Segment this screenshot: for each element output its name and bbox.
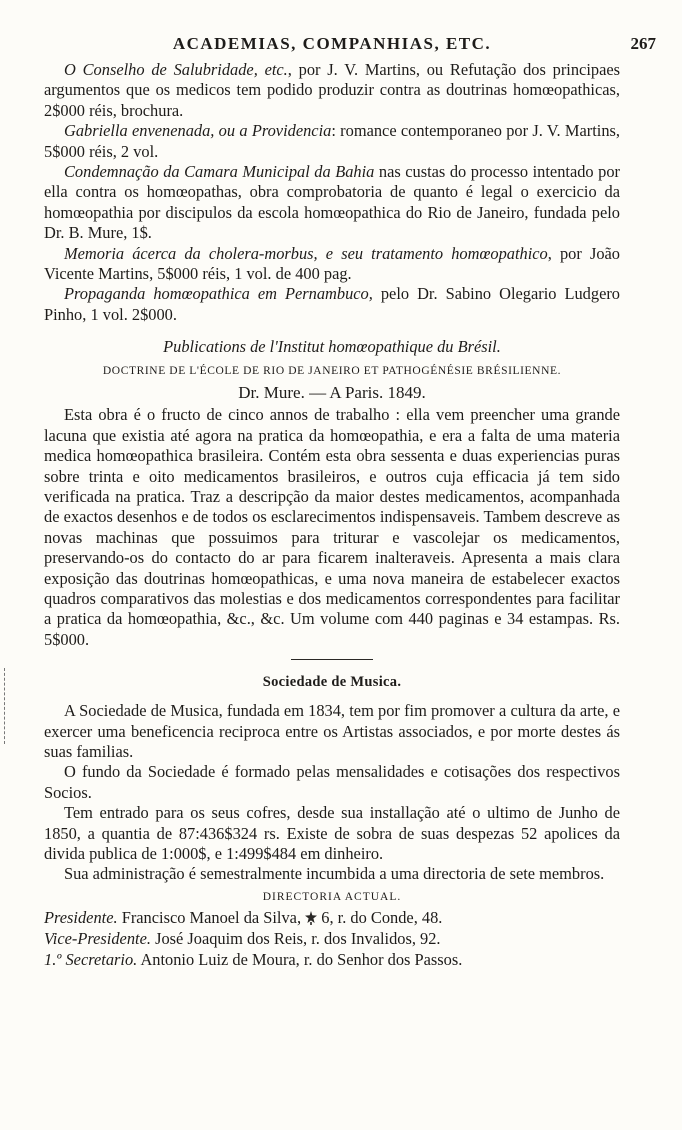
- page-number: 267: [630, 34, 656, 53]
- directory-title: DIRECTORIA ACTUAL.: [262, 890, 402, 903]
- officer-line: [44, 928, 620, 949]
- entry-text: pelo Dr. Sabino Olegario Ludgero Pinho, 1 vol. 2$000.: [44, 284, 620, 324]
- officer-details: Antonio Luiz de Moura, r. do Senhor dos Passos.: [140, 949, 463, 969]
- officer-details: Francisco Manoel da Silva,: [121, 907, 302, 927]
- running-head: [44, 34, 656, 60]
- book-entry: [44, 121, 620, 162]
- officer-line: [44, 949, 620, 970]
- section-divider: [291, 659, 373, 660]
- publications-subheading: DOCTRINE DE L'ÉCOLE DE RIO DE JANEIRO ET PATHOGÉNÉSIE BRÉSILIENNE.: [102, 365, 562, 378]
- officer-line: [44, 907, 620, 928]
- officer-role: 1.º Secretario.: [44, 949, 138, 969]
- officer-role: Presidente.: [44, 907, 118, 927]
- book-entry: [44, 162, 620, 244]
- section-title: Sociedade de Musica.: [262, 674, 402, 691]
- officer-details: José Joaquim dos Reis, r. dos Invalidos, 92.: [155, 928, 441, 948]
- society-paragraph: A Sociedade de Musica, fundada em 1834, tem por fim promover a cultura da arte, e exercer uma beneficencia reciproca entre os Artistas associados, e por morte destes ás suas familias.: [44, 701, 620, 761]
- publications-author-line: Dr. Mure. — A Paris. 1849.: [238, 383, 426, 403]
- entry-title: Propaganda homœopathica em Pernambuco,: [64, 284, 373, 304]
- book-entries: [44, 60, 620, 325]
- officer-details: 6, r. do Conde, 48.: [321, 907, 443, 927]
- entry-title: Gabriella envenenada, ou a Providencia: [64, 121, 332, 141]
- entry-title: Memoria ácerca da cholera-morbus, e seu tratamento homœopathico: [64, 243, 548, 263]
- book-entry: [44, 244, 620, 285]
- publications-description: Esta obra é o fructo de cinco annos de trabalho : ella vem preencher uma grande lacuna que existia até agora na pratica da homœopathia, e era a falta de uma materia medica homœopathica brasileira. Contém esta obra sessenta e duas experiencias puras sobre trinta e oito medicamentos brasileiros, e outros cuja efficacia já tem sido verificada na pratica. Traz a descripção da maior destes medicamentos, acompanhada de exactos desenhos e de todos os esclarecimentos indispensaveis. Tambem descreve as novas machinas que possuimos para triturar e vascolejar os medicamentos, preservando-os do contacto do ar para ficarem inalteraveis. Apresenta a mais clara exposição das doutrinas homœopathicas, e uma nova maneira de estabelecer exactos quadros comparativos das molestias e dos medicamentos correspondentes para facilitar a pratica da homœopathia, &c., &c. Um volume com 440 paginas e 34 estampas. Rs. 5$000.: [44, 405, 620, 649]
- entry-text: , por J. V. Martins, ou Refutação dos principaes argumentos que os medicos tem podido produzir contra as doutrinas homœopathicas, 2$000 réis, brochura.: [44, 60, 621, 120]
- society-paragraph: Sua administração é semestralmente incumbida a uma directoria de sete membros.: [64, 864, 605, 884]
- entry-text: nas custas do processo intentado por ella contra os homœopathas, obra comprobatoria de quanto é legal o exercicio da homœopathia por discipulos da escola homœopathica do Rio de Janeiro, fundada pelo Dr. B. Mure, 1$.: [44, 162, 620, 243]
- entry-text: , por João Vicente Martins, 5$000 réis, 1 vol. de 400 pag.: [44, 243, 620, 284]
- running-title: ACADEMIAS, COMPANHIAS, ETC.: [172, 34, 492, 53]
- entry-text: : romance contemporaneo por J. V. Martins, 5$000 réis, 2 vol.: [44, 121, 620, 161]
- entry-title: Condemnação da Camara Municipal da Bahia: [64, 162, 375, 182]
- publications-heading: Publications de l'Institut homœopathique du Brésil.: [163, 337, 501, 357]
- entry-title: O Conselho de Salubridade, etc.: [64, 60, 288, 79]
- book-entry: [44, 60, 620, 121]
- society-paragraph: O fundo da Sociedade é formado pelas mensalidades e cotisações dos respectivos Socios.: [44, 762, 620, 802]
- margin-scan-mark: [4, 668, 7, 744]
- society-paragraph: Tem entrado para os seus cofres, desde sua installação até o ultimo de Junho de 1850, a quantia de 87:436$324 rs. Existe de sobra de suas despezas 52 apolices da divida publica de 1:000$, e 1:499$484 em dinheiro.: [44, 803, 620, 863]
- order-cross-icon: [305, 909, 317, 923]
- officer-role: Vice-Presidente.: [44, 928, 151, 948]
- book-entry: [44, 284, 620, 325]
